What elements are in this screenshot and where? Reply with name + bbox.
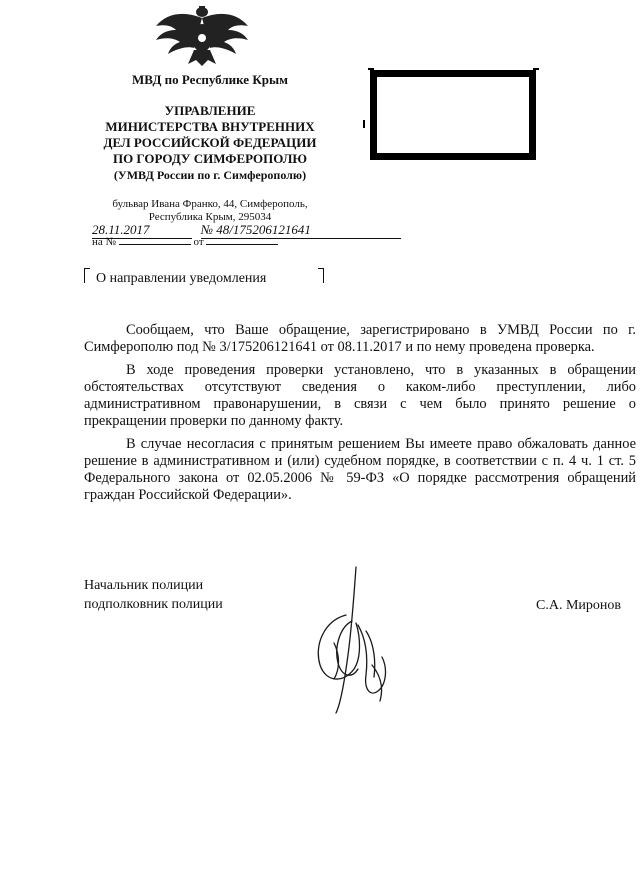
org-short-name: (УМВД России по г. Симферополю) bbox=[113, 168, 307, 182]
org-main-line: УПРАВЛЕНИЕ bbox=[164, 103, 256, 118]
signer-position: Начальник полиции bbox=[84, 578, 204, 593]
subject-bracket-right bbox=[318, 268, 324, 283]
org-top: МВД по Республике Крым bbox=[132, 72, 288, 87]
org-main bbox=[70, 103, 350, 167]
registration-date: 28.11.2017 bbox=[92, 222, 192, 239]
reply-no-label: на № bbox=[92, 236, 117, 248]
redacted-addressee-box bbox=[370, 70, 536, 160]
signature-icon bbox=[310, 565, 400, 715]
address-line: бульвар Ивана Франко, 44, Симферополь, bbox=[112, 198, 308, 210]
reply-date-blank bbox=[206, 244, 278, 245]
corner-mark bbox=[368, 68, 374, 70]
reply-to-line bbox=[92, 236, 278, 248]
org-main-line: ПО ГОРОДУ СИМФЕРОПОЛЮ bbox=[112, 151, 308, 166]
reply-no-blank bbox=[119, 244, 191, 245]
subject-block bbox=[84, 268, 324, 288]
signer-name: С.А. Миронов bbox=[536, 598, 621, 613]
eagle-emblem-icon bbox=[152, 4, 252, 66]
address-line: Республика Крым, 295034 bbox=[148, 211, 272, 223]
letter-body bbox=[84, 322, 636, 510]
body-paragraph: В ходе проведения проверки установлено, что в указанных в обращении обстоятельствах отсутствуют сведения о каком-либо преступлении, либо административном правонарушении, в связи с чем было принято решение о прекращении проверки по данному факту. bbox=[84, 362, 636, 429]
corner-mark bbox=[363, 120, 365, 128]
signer-rank: подполковник полиции bbox=[84, 597, 223, 612]
org-main-line: ДЕЛ РОССИЙСКОЙ ФЕДЕРАЦИИ bbox=[103, 135, 317, 150]
address bbox=[70, 198, 350, 224]
reply-from-label: от bbox=[193, 236, 204, 248]
org-main-line: МИНИСТЕРСТВА ВНУТРЕННИХ bbox=[105, 119, 315, 134]
corner-mark bbox=[533, 68, 539, 70]
body-paragraph: Сообщаем, что Ваше обращение, зарегистрировано в УМВД России по г. Симферополю под № 3/175206121641 от 08.11.2017 и по нему проведена проверка. bbox=[84, 322, 636, 355]
registration-number: № 48/175206121641 bbox=[201, 222, 401, 239]
subject-text: О направлении уведомления bbox=[96, 271, 267, 286]
body-paragraph: В случае несогласия с принятым решением Вы имеете право обжаловать данное решение в административном и (или) судебном порядке, в соответствии с п. 4 ч. 1 ст. 5 Федерального закона от 02.05.2006 № 59-ФЗ «О порядке рассмотрения обращений граждан Российской Федерации». bbox=[84, 436, 636, 503]
subject-bracket-left bbox=[84, 268, 90, 283]
